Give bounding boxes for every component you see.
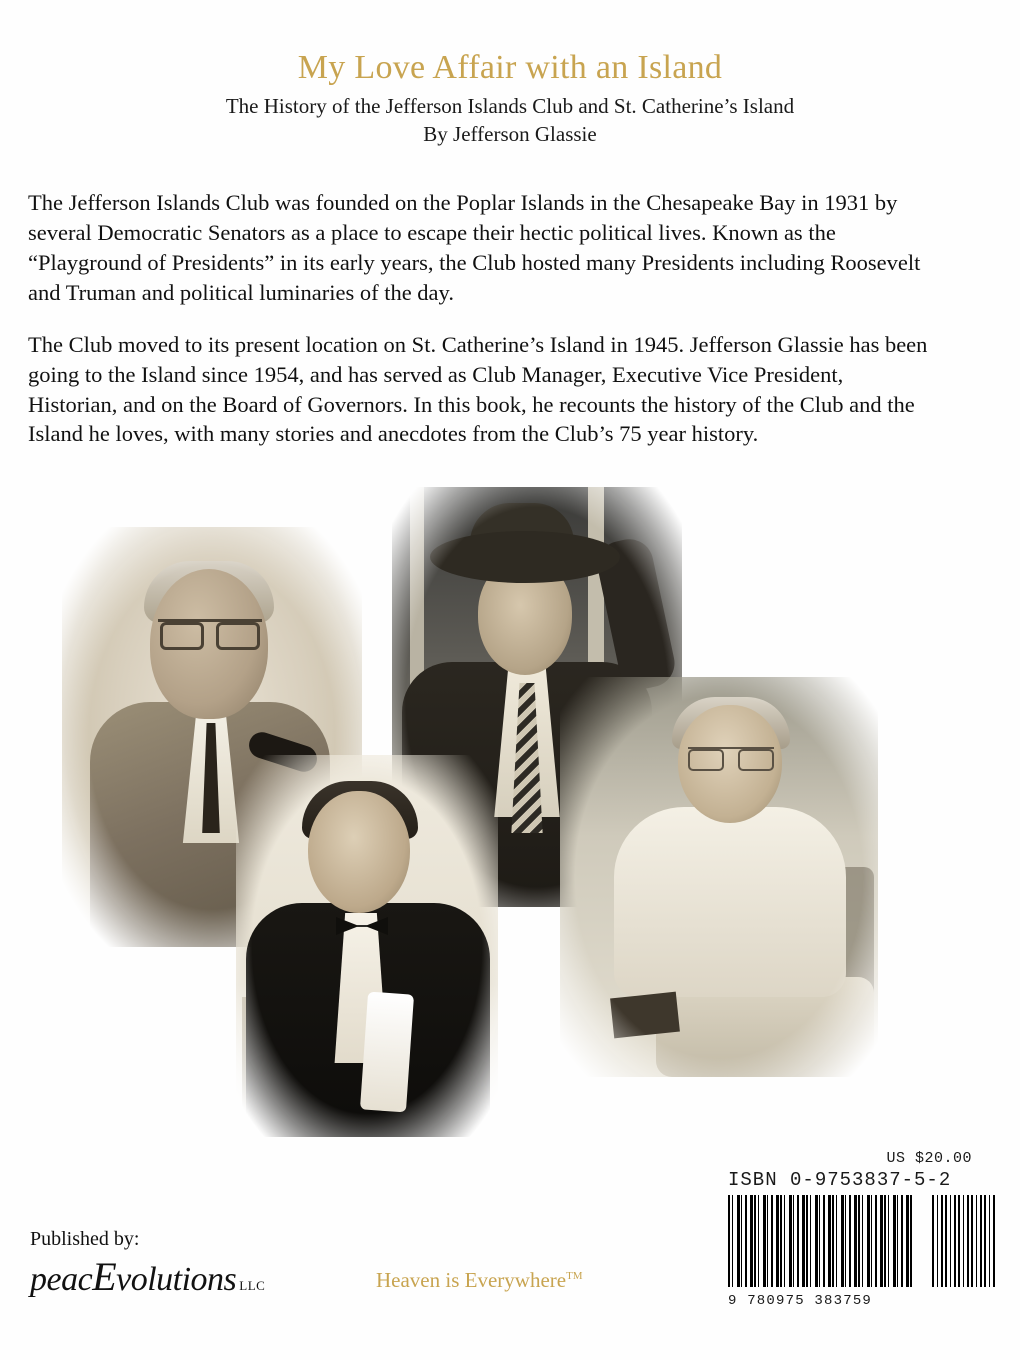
publisher-logo-part-2: E [92, 1254, 117, 1299]
publisher-logo-part-3: volutions [116, 1261, 237, 1298]
fdr-glasses [688, 747, 774, 767]
publisher-logo-part-1: peac [30, 1261, 93, 1298]
title-block [0, 48, 1020, 147]
photo-man-in-tuxedo [236, 755, 498, 1137]
blurb-paragraph-1: The Jefferson Islands Club was founded on the Poplar Islands in the Chesapeake Bay in 1931 by several Democratic Senators as a place to escape their hectic political lives. Known as the “Playground of Presidents” in its early years, the Club hosted many Presidents including Roosevelt and Truman and political luminaries of the day. [28, 190, 921, 305]
tuxedo-papers [360, 992, 414, 1113]
photo-franklin-roosevelt-art [560, 677, 878, 1077]
blurb-paragraph-2: The Club moved to its present location on St. Catherine’s Island in 1945. Jefferson Glassie has been going to the Island since 1954, and has served as Club Manager, Executive Vice President, Historian, and on the Board of Governors. In this book, he recounts the history of the Club and the Island he loves, with many stories and anecdotes from the Club’s 75 year history. [28, 331, 928, 447]
barcode-addon [932, 1195, 996, 1287]
publisher-logo [30, 1254, 370, 1299]
truman-glasses [158, 619, 262, 644]
publisher-tagline [376, 1268, 583, 1293]
barcode-bars [728, 1195, 996, 1291]
publisher-label: Published by: [30, 1228, 140, 1250]
isbn-label: ISBN 0-9753837-5-2 [728, 1169, 952, 1191]
book-author: By Jefferson Glassie [423, 122, 597, 147]
book-subtitle: The History of the Jefferson Islands Club and St. Catherine’s Island [225, 94, 795, 119]
photo-franklin-roosevelt [560, 677, 878, 1077]
photo-collage [40, 487, 900, 1147]
ean-digits: 9 780975 383759 [728, 1293, 873, 1309]
barcode-main [728, 1195, 912, 1287]
back-cover-blurb [28, 188, 938, 471]
photo-man-in-tuxedo-art [236, 755, 498, 1137]
publisher-logo-suffix: LLC [239, 1278, 266, 1293]
tuxedo-face [308, 791, 410, 913]
tagline-text: Heaven is Everywhere [376, 1268, 567, 1292]
page-title: My Love Affair with an Island [297, 49, 723, 86]
trademark-symbol: TM [566, 1270, 583, 1282]
fdr-book [610, 992, 680, 1039]
barcode-block [728, 1150, 996, 1309]
publisher-block [30, 1228, 370, 1297]
price-label: US $20.00 [886, 1150, 972, 1167]
hat-brim [430, 531, 620, 583]
fdr-sweater [614, 807, 846, 997]
